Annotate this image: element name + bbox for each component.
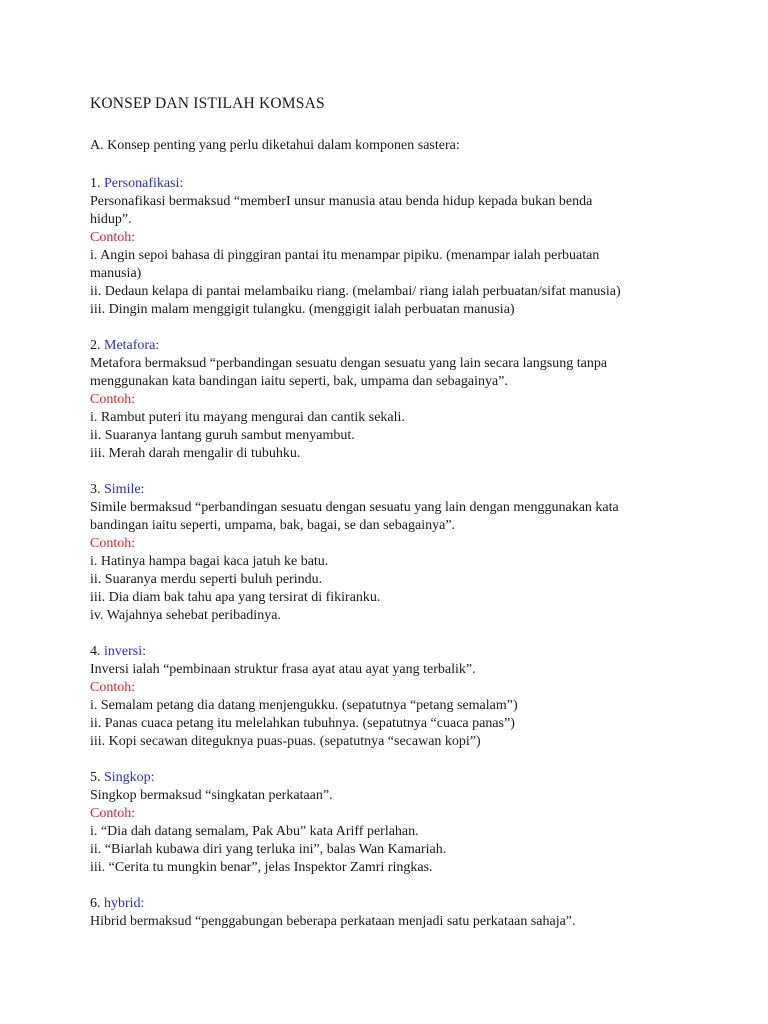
section-number: 2.	[90, 338, 101, 353]
example-line: i. “Dia dah datang semalam, Pak Abu” kata Ariff perlahan.	[90, 824, 419, 839]
section-heading	[90, 643, 708, 661]
section-number: 3.	[90, 482, 101, 497]
section-1	[90, 175, 708, 319]
sections-container	[90, 175, 708, 931]
section-number: 1.	[90, 176, 101, 191]
example-line: i. Angin sepoi bahasa di pinggiran pantai itu menampar pipiku. (menampar ialah perbuatan	[90, 248, 600, 263]
example-line: i. Hatinya hampa bagai kaca jatuh ke batu.	[90, 554, 329, 569]
section-label: hybrid:	[104, 896, 145, 911]
document-title: KONSEP DAN ISTILAH KOMSAS	[90, 95, 325, 112]
definition-line: menggunakan kata bandingan iaitu seperti, bak, umpama dan sebagainya”.	[90, 374, 508, 389]
section-2	[90, 337, 708, 463]
section-heading	[90, 337, 708, 355]
section-label: Metafora:	[104, 338, 160, 353]
section-4	[90, 643, 708, 751]
example-line: ii. Panas cuaca petang itu melelahkan tubuhnya. (sepatutnya “cuaca panas”)	[90, 716, 515, 731]
contoh-label: Contoh:	[90, 806, 136, 821]
section-heading	[90, 895, 708, 913]
intro-text: A. Konsep penting yang perlu diketahui dalam komponen sastera:	[90, 138, 460, 153]
section-3	[90, 481, 708, 625]
example-line: i. Rambut puteri itu mayang mengurai dan cantik sekali.	[90, 410, 405, 425]
contoh-label: Contoh:	[90, 230, 136, 245]
contoh-label: Contoh:	[90, 680, 136, 695]
example-line: iii. Merah darah mengalir di tubuhku.	[90, 446, 301, 461]
section-number: 4.	[90, 644, 101, 659]
example-line: iii. Dia diam bak tahu apa yang tersirat di fikiranku.	[90, 590, 381, 605]
section-heading	[90, 769, 708, 787]
definition-line: hidup”.	[90, 212, 132, 227]
definition-line: Inversi ialah “pembinaan struktur frasa ayat atau ayat yang terbalik”.	[90, 662, 476, 677]
example-line: iii. Dingin malam menggigit tulangku. (menggigit ialah perbuatan manusia)	[90, 302, 515, 317]
example-line: iii. “Cerita tu mungkin benar”, jelas Inspektor Zamri ringkas.	[90, 860, 433, 875]
section-6	[90, 895, 708, 931]
section-number: 5.	[90, 770, 101, 785]
section-label: Singkop:	[104, 770, 155, 785]
definition-line: Metafora bermaksud “perbandingan sesuatu dengan sesuatu yang lain secara langsung tanpa	[90, 356, 608, 371]
example-line: manusia)	[90, 266, 142, 281]
example-line: iii. Kopi secawan diteguknya puas-puas. (sepatutnya “secawan kopi”)	[90, 734, 481, 749]
example-line: ii. Suaranya lantang guruh sambut menyambut.	[90, 428, 355, 443]
section-heading	[90, 175, 708, 193]
example-line: ii. Suaranya merdu seperti buluh perindu.	[90, 572, 323, 587]
definition-line: bandingan iaitu seperti, umpama, bak, bagai, se dan sebagainya”.	[90, 518, 456, 533]
section-number: 6.	[90, 896, 101, 911]
section-label: Personafikasi:	[104, 176, 184, 191]
section-heading	[90, 481, 708, 499]
example-line: i. Semalam petang dia datang menjengukku. (sepatutnya “petang semalam”)	[90, 698, 518, 713]
section-label: inversi:	[104, 644, 146, 659]
example-line: iv. Wajahnya sehebat peribadinya.	[90, 608, 281, 623]
contoh-label: Contoh:	[90, 536, 136, 551]
example-line: ii. “Biarlah kubawa diri yang terluka ini”, balas Wan Kamariah.	[90, 842, 447, 857]
section-label: Simile:	[104, 482, 145, 497]
section-5	[90, 769, 708, 877]
contoh-label: Contoh:	[90, 392, 136, 407]
example-line: ii. Dedaun kelapa di pantai melambaiku riang. (melambai/ riang ialah perbuatan/sifat manusia)	[90, 284, 621, 299]
definition-line: Personafikasi bermaksud “memberI unsur manusia atau benda hidup kepada bukan benda	[90, 194, 593, 209]
definition-line: Singkop bermaksud “singkatan perkataan”.	[90, 788, 333, 803]
definition-line: Hibrid bermaksud “penggabungan beberapa perkataan menjadi satu perkataan sahaja”.	[90, 914, 576, 929]
definition-line: Simile bermaksud “perbandingan sesuatu dengan sesuatu yang lain dengan menggunakan kata	[90, 500, 619, 515]
